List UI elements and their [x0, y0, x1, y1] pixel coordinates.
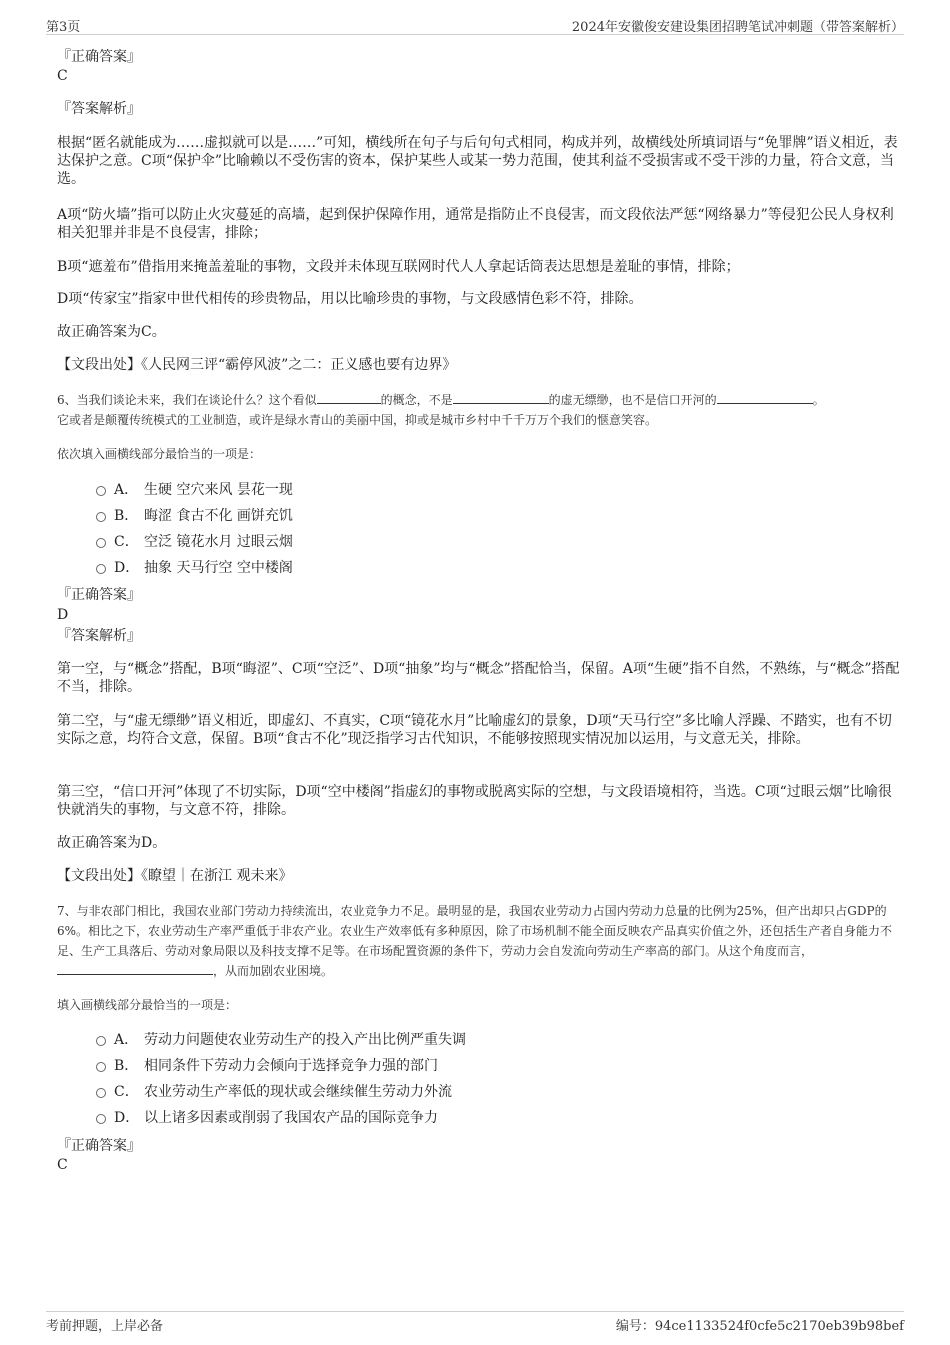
q5-analysis-p1: 根据“匿名就能成为……虚拟就可以是……”可知，横线所在句子与后句句式相同，构成并列，故横线处所填词语与“免罪牌”语义相近，表达保护之意。C项“保护伞”比喻赖以不受伤害的资本，保护某些人或某一势力范围，使其利益不受损害或不受干涉的力量，符合文意，当选。 — [57, 135, 898, 187]
q6-option-a[interactable]: A． 生硬 空穴来风 昙花一现 — [96, 480, 293, 500]
q5-source: 【文段出处】《人民网三评“霸停风波”之二：正义感也要有边界》 — [57, 357, 457, 373]
blank-1 — [57, 962, 213, 975]
radio-icon[interactable] — [96, 564, 106, 574]
document-title: 2024年安徽俊安建设集团招聘笔试冲刺题（带答案解析） — [571, 20, 904, 35]
page-number: 第3页 — [46, 20, 81, 35]
q7-option-b[interactable]: B． 相同条件下劳动力会倾向于选择竞争力强的部门 — [96, 1056, 438, 1076]
document-id: 编号：94ce1133524f0cfe5c2170eb39b98bef — [615, 1319, 904, 1334]
q5-analysis-p4: D项“传家宝”指家中世代相传的珍贵物品，用以比喻珍贵的事物，与文段感情色彩不符，排除。 — [57, 291, 643, 307]
q5-analysis-p2: A项“防火墙”指可以防止火灾蔓延的高墙，起到保护保障作用，通常是指防止不良侵害，而文段依法严惩“网络暴力”等侵犯公民人身权利相关犯罪并非是不良侵害，排除； — [57, 207, 894, 241]
q6-source: 【文段出处】《瞭望｜在浙江 观未来》 — [57, 868, 293, 884]
q6-answer-label: 『正确答案』 — [57, 587, 141, 603]
blank-3 — [717, 391, 813, 404]
q6-option-b[interactable]: B． 晦涩 食古不化 画饼充饥 — [96, 506, 293, 526]
radio-icon[interactable] — [96, 1114, 106, 1124]
q6-analysis-p1: 第一空，与“概念”搭配，B项“晦涩”、C项“空泛”、D项“抽象”均与“概念”搭配恰当，保留。A项“生硬”指不自然，不熟练，与“概念”搭配不当，排除。 — [57, 661, 900, 695]
q5-analysis-p5: 故正确答案为C。 — [57, 324, 166, 340]
q7-option-d[interactable]: D． 以上诸多因素或削弱了我国农产品的国际竞争力 — [96, 1108, 438, 1128]
blank-1 — [317, 391, 381, 404]
q7-option-a[interactable]: A． 劳动力问题使农业劳动生产的投入产出比例严重失调 — [96, 1030, 466, 1050]
q5-analysis-p3: B项“遮羞布”借指用来掩盖羞耻的事物，文段并未体现互联网时代人人拿起话筒表达思想是羞耻的事情，排除； — [57, 259, 740, 275]
radio-icon[interactable] — [96, 1062, 106, 1072]
page-footer — [46, 1311, 904, 1334]
q7-prompt: 填入画横线部分最恰当的一项是： — [57, 998, 238, 1012]
q6-stem: 6、当我们谈论未来，我们在谈论什么？这个看似 的概念，不是 的虚无缥缈，也不是信口开河的 。 它或者是颠覆传统模式的工业制造，或许是绿水青山的美丽中国，抑或是城市乡村中千千万万个我们的惬意笑容。 — [57, 393, 825, 427]
q6-analysis-p4: 故正确答案为D。 — [57, 835, 167, 851]
blank-2 — [453, 391, 549, 404]
q6-analysis-p3: 第三空，“信口开河”体现了不切实际，D项“空中楼阁”指虚幻的事物或脱离实际的空想，与文段语境相符，当选。C项“过眼云烟”比喻很快就消失的事物，与文意不符，排除。 — [57, 784, 892, 818]
q6-prompt: 依次填入画横线部分最恰当的一项是： — [57, 447, 262, 461]
radio-icon[interactable] — [96, 512, 106, 522]
q7-option-c[interactable]: C． 农业劳动生产率低的现状或会继续催生劳动力外流 — [96, 1082, 452, 1102]
page-header — [46, 14, 904, 35]
q5-analysis-label: 『答案解析』 — [57, 101, 141, 117]
footer-slogan: 考前押题，上岸必备 — [46, 1319, 164, 1334]
q5-answer-label: 『正确答案』 — [57, 49, 141, 65]
radio-icon[interactable] — [96, 538, 106, 548]
q7-answer-label: 『正确答案』 — [57, 1138, 141, 1154]
radio-icon[interactable] — [96, 1088, 106, 1098]
radio-icon[interactable] — [96, 1036, 106, 1046]
q6-option-c[interactable]: C． 空泛 镜花水月 过眼云烟 — [96, 532, 293, 552]
q5-answer: C — [57, 68, 68, 84]
q7-stem: 7、与非农部门相比，我国农业部门劳动力持续流出，农业竞争力不足。最明显的是，我国农业劳动力占国内劳动力总量的比例为25%，但产出却只占GDP的6%。相比之下，农业劳动生产率严重低于非农产业。农业生产效率低有多种原因，除了市场机制不能全面反映农产品真实价值之外，还包括生产者自身能力不足、生产工具落后、劳动对象局限以及科技支撑不足等。在市场配置资源的条件下，劳动力会自发流向劳动生产率高的部门。从这个角度而言，，从而加剧农业困境。 — [57, 904, 893, 978]
q6-analysis-label: 『答案解析』 — [57, 628, 141, 644]
q6-answer: D — [57, 607, 69, 623]
q6-analysis-p2: 第二空，与“虚无缥缈”语义相近，即虚幻、不真实，C项“镜花水月”比喻虚幻的景象，D项“天马行空”多比喻人浮躁、不踏实，也有不切实际之意，均符合文意，保留。B项“食古不化”现泛指学习古代知识，不能够按照现实情况加以运用，与文意无关，排除。 — [57, 713, 892, 747]
q7-answer: C — [57, 1157, 68, 1173]
radio-icon[interactable] — [96, 486, 106, 496]
q6-option-d[interactable]: D． 抽象 天马行空 空中楼阁 — [96, 558, 293, 578]
